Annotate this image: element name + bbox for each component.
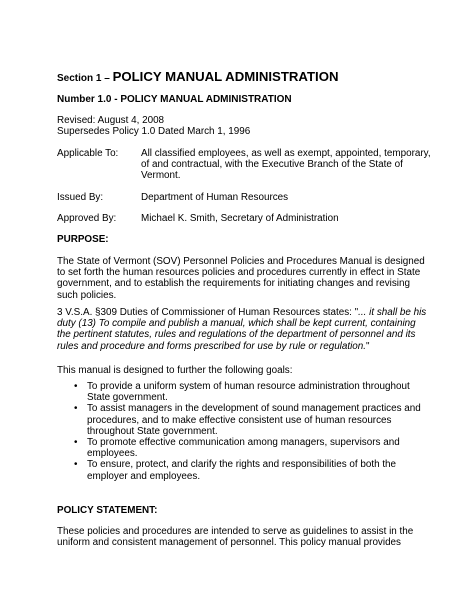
goal-text: To ensure, protect, and clarify the rights and responsibilities of both the employer and employees. [87, 459, 397, 482]
page-title [57, 69, 429, 87]
goal-text: To promote effective communication among managers, supervisors and employees. [87, 437, 400, 460]
statute-quote-intro: 3 V.S.A. §309 Duties of Commissioner of Human Resources states: " [57, 307, 359, 318]
section-title: POLICY MANUAL ADMINISTRATION [112, 69, 339, 84]
supersedes-line: Supersedes Policy 1.0 Dated March 1, 1996 [57, 126, 251, 138]
statute-quote-close: " [366, 340, 370, 352]
statute-quote-paragraph [57, 307, 429, 352]
list-item [74, 381, 434, 403]
bullet-icon: • [74, 403, 78, 415]
approved-by-label: Approved By: [57, 213, 117, 224]
goals-intro: This manual is designed to further the following goals: [57, 365, 293, 376]
goal-text: To provide a uniform system of human resource administration throughout State government. [87, 381, 410, 404]
issued-by-label: Issued By: [57, 192, 104, 203]
list-item [74, 459, 434, 481]
purpose-paragraph: The State of Vermont (SOV) Personnel Policies and Procedures Manual is designed to set forth the human resources policies and procedures currently in effect in State government, and to establish the requirements for initiating changes and revising such policies. [57, 256, 425, 301]
bullet-icon: • [74, 381, 78, 392]
policy-number-heading: Number 1.0 - POLICY MANUAL ADMINISTRATION [57, 94, 292, 105]
policy-statement-heading: POLICY STATEMENT: [57, 505, 158, 516]
revision-info [57, 115, 429, 137]
purpose-heading: PURPOSE: [57, 234, 109, 245]
revised-date: Revised: August 4, 2008 [57, 115, 165, 126]
list-item [74, 403, 434, 437]
goal-text: To assist managers in the development of sound management practices and procedures, and to make effective consistent use of human resources throughout State government. [87, 403, 421, 437]
applicable-to-value: All classified employees, as well as exempt, appointed, temporary, of and contractual, with the Executive Branch of the State of Vermont. [141, 148, 431, 182]
list-item [74, 437, 434, 459]
issued-by-value: Department of Human Resources [141, 192, 289, 203]
bullet-icon: • [74, 459, 78, 471]
bullet-icon: • [74, 437, 78, 449]
goals-list [74, 381, 434, 482]
section-prefix: Section 1 – [57, 73, 113, 84]
approved-by-value: Michael K. Smith, Secretary of Administration [141, 213, 339, 224]
policy-statement-paragraph: These policies and procedures are intended to serve as guidelines to assist in the uniform and consistent management of personnel. This policy manual provides [57, 526, 414, 549]
applicable-to-label: Applicable To: [57, 148, 119, 159]
statute-quote-text: ... it shall be his duty (13) To compile and publish a manual, which shall be kept current, containing the pertinent statutes, rules and regulations of the department of personnel and its rules and procedure and forms prescribed for use by rule or regulation. [57, 307, 427, 352]
